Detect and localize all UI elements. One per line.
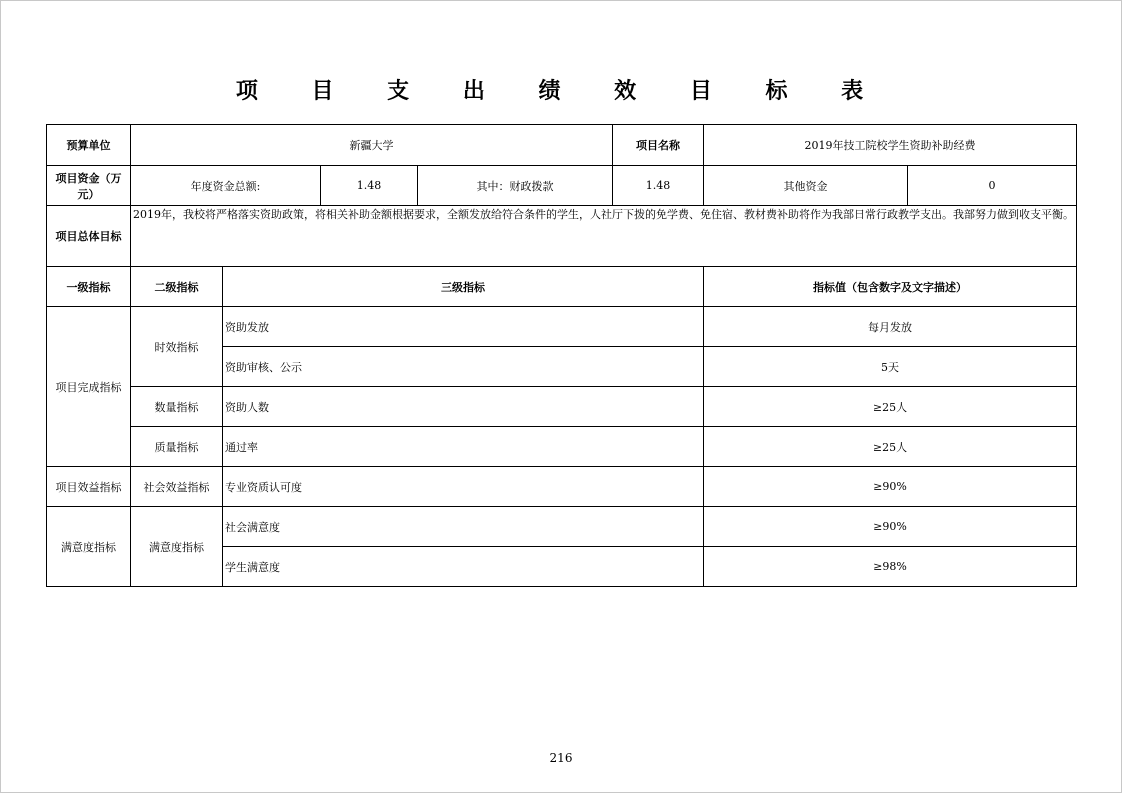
goal-text: 2019年，我校将严格落实资助政策，将相关补助金额根据要求，全额发放给符合条件的学生，人社厅下拨的免学费、免住宿、教材费补助将作为我部日常行政教学支出。我部努力做到收支平衡。 bbox=[131, 206, 1077, 267]
indicator-row bbox=[47, 307, 1077, 347]
page-number: 216 bbox=[549, 751, 573, 765]
budget-unit-row bbox=[47, 125, 1077, 166]
indicator-row bbox=[47, 507, 1077, 547]
funds-label: 项目资金（万元） bbox=[47, 166, 131, 206]
other-funds-label: 其他资金 bbox=[704, 166, 908, 206]
level1-indicator: 满意度指标 bbox=[47, 507, 131, 587]
level1-indicator: 项目完成指标 bbox=[47, 307, 131, 467]
indicator-value: 5天 bbox=[704, 347, 1077, 387]
level3-indicator: 通过率 bbox=[223, 427, 704, 467]
indicator-row bbox=[47, 467, 1077, 507]
page-title: 项 目 支 出 绩 效 目 标 表 bbox=[235, 79, 887, 104]
project-name-value: 2019年技工院校学生资助补助经费 bbox=[704, 125, 1077, 166]
indicator-value: ≥25人 bbox=[704, 387, 1077, 427]
level2-header: 二级指标 bbox=[131, 267, 223, 307]
level3-indicator: 学生满意度 bbox=[223, 547, 704, 587]
indicator-value: ≥25人 bbox=[704, 427, 1077, 467]
level3-indicator: 资助审核、公示 bbox=[223, 347, 704, 387]
indicator-row bbox=[47, 427, 1077, 467]
indicator-value: ≥98% bbox=[704, 547, 1077, 587]
level3-indicator: 资助人数 bbox=[223, 387, 704, 427]
level3-header: 三级指标 bbox=[223, 267, 704, 307]
fiscal-value: 1.48 bbox=[613, 166, 704, 206]
goal-row bbox=[47, 206, 1077, 267]
level2-indicator: 时效指标 bbox=[131, 307, 223, 387]
project-name-label: 项目名称 bbox=[613, 125, 704, 166]
indicator-value: ≥90% bbox=[704, 507, 1077, 547]
level3-indicator: 专业资质认可度 bbox=[223, 467, 704, 507]
level2-indicator: 数量指标 bbox=[131, 387, 223, 427]
budget-unit-value: 新疆大学 bbox=[131, 125, 613, 166]
level1-indicator: 项目效益指标 bbox=[47, 467, 131, 507]
column-header-row bbox=[47, 267, 1077, 307]
level3-indicator: 社会满意度 bbox=[223, 507, 704, 547]
annual-total-value: 1.48 bbox=[321, 166, 418, 206]
fiscal-label: 其中：财政拨款 bbox=[418, 166, 613, 206]
performance-target-table bbox=[46, 124, 1077, 587]
level2-indicator: 满意度指标 bbox=[131, 507, 223, 587]
goal-label: 项目总体目标 bbox=[47, 206, 131, 267]
indicator-value: ≥90% bbox=[704, 467, 1077, 507]
indicator-row bbox=[47, 387, 1077, 427]
other-funds-value: 0 bbox=[908, 166, 1077, 206]
level1-header: 一级指标 bbox=[47, 267, 131, 307]
indicator-value: 每月发放 bbox=[704, 307, 1077, 347]
budget-unit-label: 预算单位 bbox=[47, 125, 131, 166]
level2-indicator: 社会效益指标 bbox=[131, 467, 223, 507]
annual-total-label: 年度资金总额: bbox=[131, 166, 321, 206]
value-header: 指标值（包含数字及文字描述） bbox=[704, 267, 1077, 307]
level3-indicator: 资助发放 bbox=[223, 307, 704, 347]
funds-row bbox=[47, 166, 1077, 206]
level2-indicator: 质量指标 bbox=[131, 427, 223, 467]
